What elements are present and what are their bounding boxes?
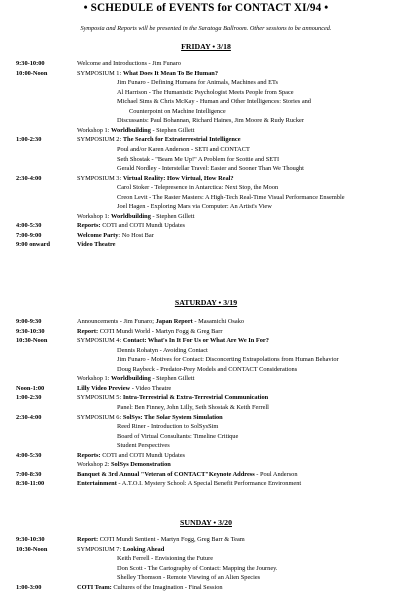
schedule-entry [16, 116, 410, 126]
schedule-entry [16, 470, 410, 480]
schedule-entry [16, 564, 410, 574]
entry-title: Report: [77, 327, 99, 335]
entry-lead: SYMPOSIUM 1: [77, 69, 123, 77]
entry-time: 7:00-9:00 [16, 231, 42, 239]
entry-text: COTI Mundi World - Martyn Fogg & Greg Barr [98, 327, 223, 335]
schedule-entry [16, 221, 410, 231]
entry-time: 7:00-8:30 [16, 470, 42, 478]
entry-description [77, 59, 181, 69]
entry-description [117, 441, 170, 451]
entry-description [129, 107, 226, 117]
entry-time: 2:30-4:00 [16, 413, 42, 421]
schedule-entry [16, 583, 410, 593]
schedule-entry [16, 183, 410, 193]
entry-title: What Does It Mean To Be Human? [122, 69, 218, 77]
schedule-entry [16, 441, 410, 451]
entry-text: Gerald Nordley - Interstellar Travel: Easier and Sooner Than We Thought [117, 165, 304, 173]
entry-description [117, 88, 294, 98]
schedule-entry [16, 69, 410, 79]
entry-text: Discussants: Paul Bohannan, Richard Haines, Jim Moore & Rudy Rucker [117, 117, 304, 125]
entry-description [117, 155, 279, 165]
entry-title: Contact: What's In It For Us or What Are We In For? [122, 337, 269, 345]
entry-text: - Stephen Gillett [150, 375, 195, 383]
entry-description [117, 432, 238, 442]
entry-lead: Announcements - Jim Funaro; [77, 318, 156, 325]
schedule-entry [16, 374, 410, 384]
entry-time: 4:00-5:30 [16, 222, 42, 230]
entry-description [117, 116, 304, 126]
entry-description [117, 554, 213, 564]
entry-description [117, 97, 311, 107]
entry-description [77, 384, 171, 394]
entry-description [77, 317, 244, 327]
entry-text: : No Host Bar [118, 231, 154, 239]
entry-text: Poul and/or Karen Anderson - SETI and CONTACT [117, 145, 250, 153]
schedule-entry [16, 135, 410, 145]
entry-description [77, 460, 171, 470]
entry-title: SolSys: The Solar System Simulation [122, 413, 223, 421]
schedule-entry [16, 327, 410, 337]
schedule-entry [16, 88, 410, 98]
entry-text: Michael Sims & Chris McKay - Human and Other Intelligences: Stories and [117, 98, 311, 106]
entry-text: Welcome and Introductions - Jim Funaro [77, 60, 181, 67]
entry-description [117, 403, 269, 413]
entry-title: Reports: [77, 222, 101, 230]
entry-text: Cultures of the Imagination - Final Session [111, 583, 223, 591]
entry-title: Welcome Party [77, 231, 119, 239]
day-heading-text: SUNDAY • 3/20 [180, 518, 232, 527]
entry-lead: SYMPOSIUM 3: [77, 174, 123, 182]
entry-text: - Video Theatre [130, 384, 172, 392]
entry-text: Counterpoint on Machine Intelligence [129, 107, 226, 115]
entry-text: Dennis Rohatyn - Avoiding Contact [117, 346, 208, 354]
entry-description [117, 78, 278, 88]
entry-time: 1:00-2:30 [16, 136, 42, 144]
entry-text: Student Perspectives [117, 442, 170, 450]
entry-title: SolSys Demonstration [111, 461, 171, 469]
schedule-entry [16, 212, 410, 222]
entry-time: 10:30-Noon [16, 337, 48, 345]
entry-description [77, 126, 194, 136]
entry-time: 1:00-3:00 [16, 583, 42, 591]
entry-lead: Workshop 2: [77, 461, 112, 469]
entry-title: COTI Team: [77, 583, 112, 591]
entry-lead: SYMPOSIUM 7: [77, 545, 123, 553]
entry-title: Worldbuilding [111, 212, 151, 220]
schedule-entry [16, 107, 410, 117]
entry-description [77, 470, 298, 480]
entry-description [77, 336, 269, 346]
schedule-entry [16, 451, 410, 461]
schedule-entry [16, 193, 410, 203]
page-title: • SCHEDULE of EVENTS for CONTACT XI/94 • [83, 2, 329, 14]
entry-description [77, 479, 301, 489]
entry-text: - Masamichi Osako [192, 318, 245, 325]
schedule-entry [16, 432, 410, 442]
schedule-entry [16, 59, 410, 69]
entry-title: Virtual Reality: How Virtual, How Real? [122, 174, 234, 182]
schedule-entry [16, 97, 410, 107]
entry-time: 9:30-10:30 [16, 536, 45, 543]
entry-description [77, 583, 223, 593]
entry-lead: Workshop 1: [77, 375, 112, 383]
schedule-entry [16, 393, 410, 403]
entry-time: 8:30-11:00 [16, 480, 45, 488]
entry-text: Don Scott - The Cartography of Contact: Mapping the Journey. [117, 564, 278, 572]
entry-text: Doug Raybeck - Predator-Prey Models and CONTACT Considerations [117, 365, 298, 373]
entry-time: 1:00-2:30 [16, 394, 42, 402]
schedule-entry [16, 422, 410, 432]
entry-time: 9:30-10:30 [16, 327, 45, 335]
entry-time: 9:00 onward [16, 241, 51, 249]
entry-description [77, 174, 234, 184]
entry-lead: SYMPOSIUM 5: [77, 394, 123, 402]
schedule-entry [16, 145, 410, 155]
schedule-entry [16, 346, 410, 356]
day-heading [0, 518, 412, 527]
entry-description [77, 393, 268, 403]
entry-title: Worldbuilding [111, 375, 151, 383]
schedule-entry [16, 355, 410, 365]
entry-text: Al Harrison - The Humanistic Psychologist Meets People from Space [117, 88, 294, 96]
entry-text: - Stephen Gillett [150, 126, 195, 134]
schedule-entry [16, 317, 410, 327]
entry-description [117, 422, 218, 432]
entry-text: - Stephen Gillett [150, 212, 195, 220]
schedule-entry [16, 460, 410, 470]
entry-title: Reports: [77, 451, 101, 459]
entry-description [117, 145, 250, 155]
schedule-entry [16, 231, 410, 241]
entry-description [117, 365, 297, 375]
schedule-entry [16, 78, 410, 88]
entry-text: Reed Riner - Introduction to SolSysSim [117, 423, 219, 431]
entry-text: - A.T.O.I. Mystery School: A Special Benefit Performance Environment [116, 480, 302, 488]
entry-title: Banquet & 3rd Annual "Veteran of CONTACT"Keynote Address [77, 470, 255, 478]
entry-text: - Poul Anderson [254, 470, 298, 478]
entry-description [77, 135, 241, 145]
entry-description [77, 413, 223, 423]
entry-description [77, 240, 115, 250]
entry-time: 9:30-10:00 [16, 60, 45, 67]
entry-title: Intra-Terrestrial & Extra-Terrestrial Communication [122, 394, 269, 402]
entry-description [117, 346, 208, 356]
day-heading [0, 42, 412, 51]
entry-description [77, 535, 245, 545]
schedule-entry [16, 545, 410, 555]
entry-description [77, 221, 185, 231]
entry-text: Jim Funaro - Motives for Contact: Disconcerting Extrapolations from Human Behavior [117, 356, 339, 364]
entry-text: Keith Ferrell - Envisioning the Future [117, 555, 214, 563]
entry-time: 9:00-9:30 [16, 318, 42, 325]
entry-time: Noon-1:00 [16, 384, 45, 392]
entry-text: Carol Stoker - Telepresence in Antarctica: Next Stop, the Moon [117, 184, 279, 192]
schedule-entry [16, 554, 410, 564]
entry-title: Entertainment [77, 480, 117, 488]
entry-text: Creon Levit - The Raster Masters: A High-Tech Real-Time Visual Performance Ensemble [117, 193, 345, 201]
page-subtitle: Symposia and Reports will be presented in the Saratoga Ballroom. Other sessions to be announced. [80, 25, 332, 32]
entry-text: Board of Virtual Consultants: Timeline Critique [117, 432, 239, 440]
day-heading-text: SATURDAY • 3/19 [174, 298, 238, 307]
schedule-entry [16, 336, 410, 346]
entry-text: COTI and COTI Mundi Updates [100, 222, 186, 230]
entry-text: Joel Hagen - Exploring Mars via Computer: An Artist's View [117, 203, 272, 211]
schedule-entry [16, 126, 410, 136]
entry-time: 10:30-Noon [16, 545, 48, 553]
entry-description [117, 355, 339, 365]
entry-title: Report: [77, 536, 99, 543]
entry-description [117, 202, 272, 212]
entry-description [77, 69, 218, 79]
schedule-entry [16, 479, 410, 489]
entry-lead: SYMPOSIUM 4: [77, 337, 123, 345]
schedule-entry [16, 240, 410, 250]
day-heading-text: FRIDAY • 3/18 [181, 42, 231, 51]
entry-description [117, 564, 278, 574]
entry-text: Shelley Thomson - Remote Viewing of an Alien Species [117, 574, 261, 582]
entry-description [77, 231, 154, 241]
entry-time: 10:00-Noon [16, 69, 48, 77]
entry-text: COTI Mundi Sentient - Martyn Fogg, Greg Barr & Team [98, 536, 245, 543]
entry-description [77, 374, 194, 384]
entry-title: Worldbuilding [111, 126, 151, 134]
entry-time: 2:30-4:00 [16, 174, 42, 182]
entry-lead: Workshop 1: [77, 212, 112, 220]
entry-title: Japan Report [155, 318, 193, 325]
schedule-entry [16, 403, 410, 413]
schedule-entry [16, 155, 410, 165]
entry-description [117, 183, 278, 193]
entry-description [77, 212, 194, 222]
entry-time: 4:00-5:30 [16, 451, 42, 459]
entry-text: Panel: Ben Finney, John Lilly, Seth Shostak & Keith Ferrell [117, 403, 269, 411]
entry-description [117, 573, 260, 583]
schedule-entry [16, 535, 410, 545]
entry-description [77, 545, 164, 555]
schedule-entry [16, 174, 410, 184]
day-heading [0, 298, 412, 307]
entry-lead: SYMPOSIUM 6: [77, 413, 123, 421]
entry-title: Video Theatre [77, 241, 116, 249]
entry-text: Jim Funaro - Defining Humans for Animals, Machines and ETs [117, 79, 278, 87]
schedule-entry [16, 573, 410, 583]
entry-title: Lilly Video Preview [77, 384, 131, 392]
entry-lead: Workshop 1: [77, 126, 112, 134]
schedule-entry [16, 413, 410, 423]
entry-text: Seth Shostak - "Beam Me Up!" A Problem for Scottie and SETI [117, 155, 280, 163]
schedule-entry [16, 164, 410, 174]
schedule-entry [16, 202, 410, 212]
entry-description [117, 193, 345, 203]
entry-lead: SYMPOSIUM 2: [77, 136, 123, 144]
entry-description [77, 451, 185, 461]
entry-title: Looking Ahead [122, 545, 165, 553]
entry-description [77, 327, 222, 337]
entry-description [117, 164, 304, 174]
schedule-entry [16, 384, 410, 394]
schedule-entry [16, 365, 410, 375]
entry-text: COTI and COTI Mundi Updates [100, 451, 186, 459]
entry-title: The Search for Extraterrestrial Intelligence [122, 136, 241, 144]
